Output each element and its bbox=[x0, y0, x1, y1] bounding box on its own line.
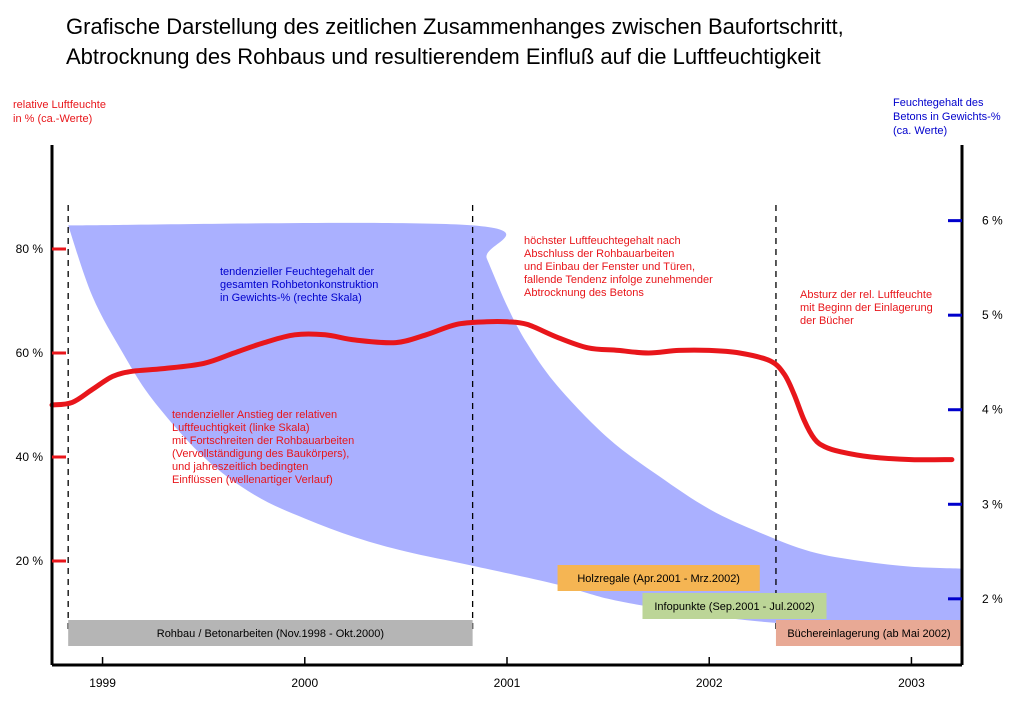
left-tick-label: 80 % bbox=[15, 242, 43, 256]
right-tick-label: 5 % bbox=[982, 308, 1003, 323]
right-tick-label: 2 % bbox=[982, 591, 1003, 606]
right-axis-label-line1: Feuchtegehalt des bbox=[893, 97, 984, 109]
phase-bar-label: Rohbau / Betonarbeiten (Nov.1998 - Okt.2000) bbox=[156, 628, 385, 640]
left-tick-label: 40 % bbox=[15, 450, 43, 464]
annotation-line: mit Fortschreiten der Rohbauarbeiten bbox=[172, 435, 355, 447]
annotation-text bbox=[172, 409, 354, 486]
x-tick-label: 2003 bbox=[898, 676, 925, 690]
annotation-text bbox=[800, 289, 933, 327]
annotation-line: mit Beginn der Einlagerung bbox=[800, 302, 933, 314]
left-tick-label: 20 % bbox=[15, 554, 43, 568]
annotation-line: Abschluss der Rohbauarbeiten bbox=[524, 248, 675, 260]
annotation-text bbox=[524, 235, 713, 299]
left-tick-label: 60 % bbox=[15, 346, 43, 360]
x-tick-label: 1999 bbox=[89, 676, 116, 690]
left-axis-label-line1: relative Luftfeuchte bbox=[13, 99, 106, 111]
annotation-line: Abtrocknung des Betons bbox=[524, 287, 644, 299]
annotation-line: fallende Tendenz infolge zunehmender bbox=[524, 274, 713, 286]
chart-title-line2: Abtrocknung des Rohbaus und resultierendem Einfluß auf die Luftfeuchtigkeit bbox=[66, 44, 821, 69]
annotation-line: und Einbau der Fenster und Türen, bbox=[524, 261, 696, 273]
annotation-line: gesamten Rohbetonkonstruktion bbox=[220, 279, 379, 291]
right-axis-label-line3: (ca. Werte) bbox=[893, 125, 948, 137]
annotation-text bbox=[220, 266, 378, 304]
x-tick-label: 2000 bbox=[291, 676, 319, 690]
right-tick-label: 6 % bbox=[982, 213, 1003, 228]
left-axis-label-line2: in % (ca.-Werte) bbox=[13, 113, 93, 125]
phase-bar-label: Büchereinlagerung (ab Mai 2002) bbox=[787, 628, 951, 640]
phase-bar-label: Holzregale (Apr.2001 - Mrz.2002) bbox=[577, 573, 740, 585]
annotation-line: in Gewichts-% (rechte Skala) bbox=[220, 292, 362, 304]
annotation-line: höchster Luftfeuchtegehalt nach bbox=[524, 235, 681, 247]
annotation-line: und jahreszeitlich bedingten bbox=[172, 461, 309, 473]
annotation-line: Luftfeuchtigkeit (linke Skala) bbox=[172, 422, 310, 434]
x-tick-label: 2001 bbox=[493, 676, 521, 690]
right-tick-label: 3 % bbox=[982, 497, 1003, 512]
x-tick-label: 2002 bbox=[695, 676, 723, 690]
phase-bar-label: Infopunkte (Sep.2001 - Jul.2002) bbox=[654, 601, 815, 613]
annotation-line: tendenzieller Feuchtegehalt der bbox=[220, 266, 375, 278]
chart-title-line1: Grafische Darstellung des zeitlichen Zusammenhanges zwischen Baufortschritt, bbox=[66, 14, 844, 39]
annotation-line: tendenzieller Anstieg der relativen bbox=[172, 409, 338, 421]
annotation-line: der Bücher bbox=[800, 315, 854, 327]
annotation-line: (Vervollständigung des Baukörpers), bbox=[172, 448, 350, 460]
right-axis-label-line2: Betons in Gewichts-% bbox=[893, 111, 1001, 123]
right-tick-label: 4 % bbox=[982, 402, 1003, 417]
annotation-line: Einflüssen (wellenartiger Verlauf) bbox=[172, 474, 333, 486]
annotation-line: Absturz der rel. Luftfeuchte bbox=[800, 289, 933, 301]
